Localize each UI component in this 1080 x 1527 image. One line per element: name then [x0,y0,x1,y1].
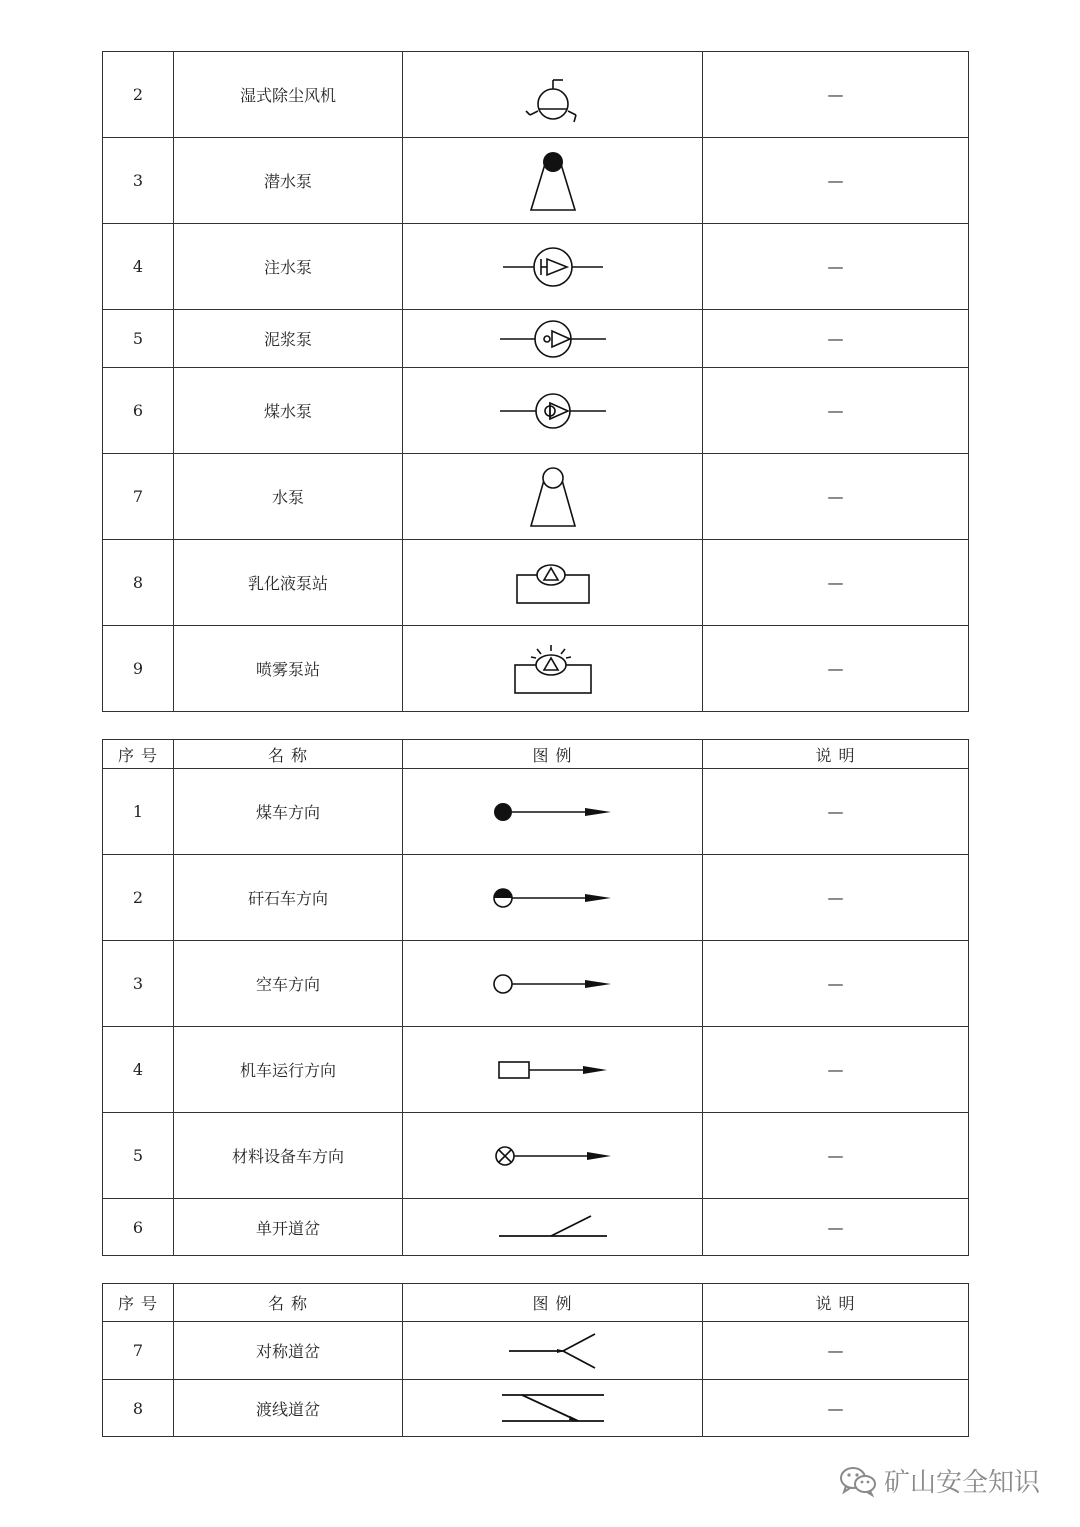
row-note: — [703,540,969,626]
row-note: — [703,368,969,454]
row-note: — [703,626,969,712]
symbol-table-car-direction [102,739,969,1256]
table-header [103,1284,969,1322]
row-note: — [703,224,969,310]
table-row [103,626,969,712]
injection-pump-icon [503,245,603,289]
row-number: 3 [103,138,174,224]
row-name: 矸石车方向 [174,855,403,941]
locomotive-direction-icon [497,1058,609,1082]
row-number: 5 [103,1113,174,1199]
symbol-table-pumps [102,51,969,712]
row-note: — [703,941,969,1027]
row-name: 潜水泵 [174,138,403,224]
row-note: — [703,52,969,138]
table-row [103,769,969,855]
row-name: 机车运行方向 [174,1027,403,1113]
table-row [103,310,969,368]
coal-car-direction-icon [493,800,613,824]
row-name: 对称道岔 [174,1322,403,1380]
row-number: 8 [103,540,174,626]
row-name: 喷雾泵站 [174,626,403,712]
watermark [838,1462,1040,1499]
header-no: 序 号 [103,1284,174,1322]
header-name: 名 称 [174,740,403,769]
symmetric-turnout-icon [507,1331,599,1371]
row-name: 渡线道岔 [174,1380,403,1437]
row-number: 8 [103,1380,174,1437]
header-no: 序 号 [103,740,174,769]
crossover-turnout-icon [500,1392,606,1424]
row-note: — [703,1322,969,1380]
wet-dust-fan-icon [518,60,588,130]
row-note: — [703,769,969,855]
row-name: 空车方向 [174,941,403,1027]
row-number: 5 [103,310,174,368]
submersible-pump-icon [523,148,583,214]
watermark-text: 矿山安全知识 [884,1468,1041,1498]
row-number: 1 [103,769,174,855]
header-legend: 图 例 [403,1284,703,1322]
table-row [103,224,969,310]
table-row [103,1380,969,1437]
table-row [103,540,969,626]
table-row [103,1027,969,1113]
empty-car-direction-icon [493,972,613,996]
single-turnout-icon [497,1212,609,1242]
row-number: 7 [103,1322,174,1380]
row-number: 2 [103,52,174,138]
wechat-icon [838,1465,878,1497]
row-name: 泥浆泵 [174,310,403,368]
row-number: 4 [103,224,174,310]
gangue-car-direction-icon [493,886,613,910]
table-row [103,941,969,1027]
row-note: — [703,138,969,224]
header-note: 说 明 [703,740,969,769]
row-name: 单开道岔 [174,1199,403,1256]
header-note: 说 明 [703,1284,969,1322]
table-row [103,855,969,941]
row-name: 水泵 [174,454,403,540]
row-name: 乳化液泵站 [174,540,403,626]
table-row [103,454,969,540]
row-number: 6 [103,368,174,454]
emulsion-pump-station-icon [515,561,591,605]
header-legend: 图 例 [403,740,703,769]
table-row [103,1199,969,1256]
spray-pump-station-icon [513,643,593,695]
table-row [103,52,969,138]
row-note: — [703,1380,969,1437]
row-name: 注水泵 [174,224,403,310]
row-note: — [703,855,969,941]
row-name: 煤水泵 [174,368,403,454]
table-header [103,740,969,769]
row-note: — [703,454,969,540]
row-number: 9 [103,626,174,712]
table-row [103,368,969,454]
table-row [103,1113,969,1199]
row-note: — [703,310,969,368]
row-note: — [703,1199,969,1256]
material-car-direction-icon [493,1144,613,1168]
mud-pump-icon [500,319,606,359]
row-number: 2 [103,855,174,941]
row-number: 6 [103,1199,174,1256]
symbol-table-turnouts [102,1283,969,1437]
table-row [103,138,969,224]
header-name: 名 称 [174,1284,403,1322]
row-number: 7 [103,454,174,540]
row-note: — [703,1027,969,1113]
row-number: 4 [103,1027,174,1113]
table-row [103,1322,969,1380]
row-name: 煤车方向 [174,769,403,855]
row-note: — [703,1113,969,1199]
water-pump-icon [523,464,583,530]
row-number: 3 [103,941,174,1027]
row-name: 材料设备车方向 [174,1113,403,1199]
row-name: 湿式除尘风机 [174,52,403,138]
coal-water-pump-icon [500,391,606,431]
